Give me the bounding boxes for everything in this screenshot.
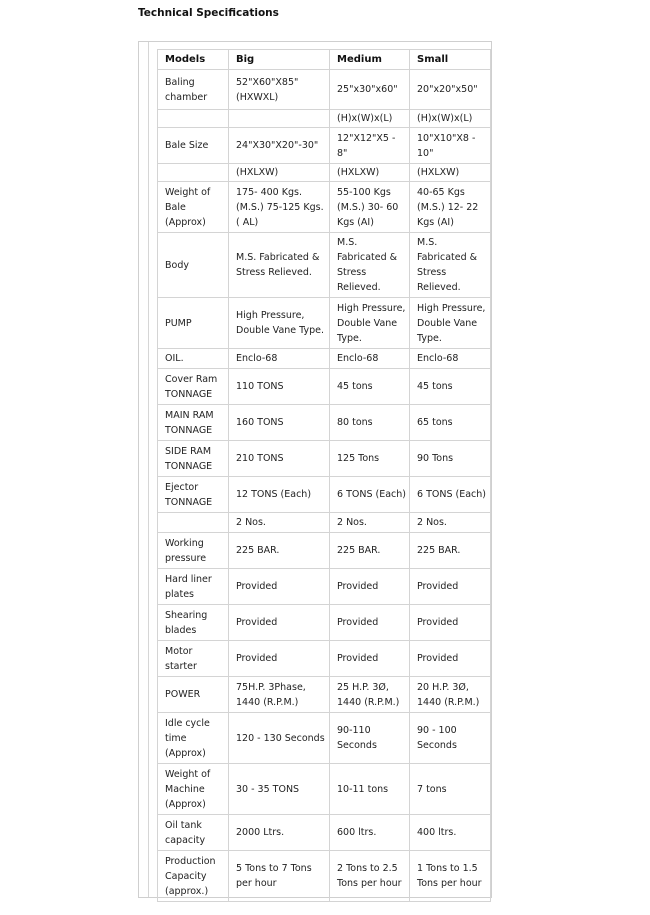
cell-label: Body xyxy=(158,233,229,298)
table-row xyxy=(158,477,491,513)
table-row xyxy=(158,641,491,677)
cell-label xyxy=(158,164,229,182)
cell-medium: 45 tons xyxy=(330,369,410,405)
cell-big: 175- 400 Kgs. (M.S.) 75-125 Kgs. ( AL) xyxy=(229,182,330,233)
cell-big: Enclo-68 xyxy=(229,349,330,369)
cell-small: High Pressure, Double Vane Type. xyxy=(410,298,491,349)
table-row xyxy=(158,713,491,764)
cell-big: 160 TONS xyxy=(229,405,330,441)
cell-small: 65 tons xyxy=(410,405,491,441)
cell-label xyxy=(158,110,229,128)
cell-small: (H)x(W)x(L) xyxy=(410,110,491,128)
table-row xyxy=(158,298,491,349)
cell-medium: (HXLXW) xyxy=(330,164,410,182)
cell-big xyxy=(229,110,330,128)
cell-label: Baling chamber xyxy=(158,70,229,110)
cell-medium: 25"x30"x60" xyxy=(330,70,410,110)
cell-small: 225 BAR. xyxy=(410,533,491,569)
cell-label: MAIN RAM TONNAGE xyxy=(158,405,229,441)
cell-big: Provided xyxy=(229,605,330,641)
cell-big: 2000 Ltrs. xyxy=(229,815,330,851)
cell-label: SIDE RAM TONNAGE xyxy=(158,441,229,477)
cell-big: 210 TONS xyxy=(229,441,330,477)
cell-medium: 6 TONS (Each) xyxy=(330,477,410,513)
cell-label: OIL. xyxy=(158,349,229,369)
cell-small: 6 TONS (Each) xyxy=(410,477,491,513)
table-row xyxy=(158,533,491,569)
cell-medium: Enclo-68 xyxy=(330,349,410,369)
cell-label xyxy=(158,513,229,533)
cell-small: 90 Tons xyxy=(410,441,491,477)
cell-label: Working pressure xyxy=(158,533,229,569)
cell-label: Shearing blades xyxy=(158,605,229,641)
cell-medium: Provided xyxy=(330,605,410,641)
cell-medium: Provided xyxy=(330,569,410,605)
cell-small: 1 Tons to 1.5 Tons per hour xyxy=(410,851,491,902)
table-header-row xyxy=(158,50,491,70)
cell-small: Provided xyxy=(410,641,491,677)
header-small: Small xyxy=(410,50,491,70)
table-row xyxy=(158,441,491,477)
table-row xyxy=(158,569,491,605)
cell-label: Production Capacity (approx.) xyxy=(158,851,229,902)
cell-medium: 10-11 tons xyxy=(330,764,410,815)
table-row xyxy=(158,851,491,902)
cell-label: POWER xyxy=(158,677,229,713)
cell-big: (HXLXW) xyxy=(229,164,330,182)
header-big: Big xyxy=(229,50,330,70)
cell-small: 40-65 Kgs (M.S.) 12- 22 Kgs (AI) xyxy=(410,182,491,233)
cell-medium: (H)x(W)x(L) xyxy=(330,110,410,128)
cell-label: Weight of Bale (Approx) xyxy=(158,182,229,233)
cell-small: Provided xyxy=(410,569,491,605)
cell-small: 7 tons xyxy=(410,764,491,815)
table-row xyxy=(158,128,491,164)
cell-big: Provided xyxy=(229,641,330,677)
cell-big: 2 Nos. xyxy=(229,513,330,533)
frame-divider xyxy=(148,42,149,897)
cell-big: 24"X30"X20"-30" xyxy=(229,128,330,164)
cell-big: 5 Tons to 7 Tons per hour xyxy=(229,851,330,902)
specifications-table xyxy=(157,49,491,902)
table-row xyxy=(158,182,491,233)
page-title: Technical Specifications xyxy=(138,7,279,19)
cell-big: 225 BAR. xyxy=(229,533,330,569)
cell-label: Idle cycle time (Approx) xyxy=(158,713,229,764)
cell-label: Hard liner plates xyxy=(158,569,229,605)
cell-label: PUMP xyxy=(158,298,229,349)
cell-medium: 80 tons xyxy=(330,405,410,441)
cell-label: Bale Size xyxy=(158,128,229,164)
table-row xyxy=(158,764,491,815)
table-row xyxy=(158,369,491,405)
cell-big: High Pressure, Double Vane Type. xyxy=(229,298,330,349)
cell-small: 10"X10"X8 - 10" xyxy=(410,128,491,164)
header-medium: Medium xyxy=(330,50,410,70)
table-row xyxy=(158,605,491,641)
cell-small: Provided xyxy=(410,605,491,641)
cell-small: 20"x20"x50" xyxy=(410,70,491,110)
cell-label: Oil tank capacity xyxy=(158,815,229,851)
table-row xyxy=(158,513,491,533)
table-body xyxy=(158,50,491,902)
header-models: Models xyxy=(158,50,229,70)
cell-small: 400 ltrs. xyxy=(410,815,491,851)
cell-label: Ejector TONNAGE xyxy=(158,477,229,513)
cell-small: 20 H.P. 3Ø, 1440 (R.P.M.) xyxy=(410,677,491,713)
cell-medium: 225 BAR. xyxy=(330,533,410,569)
cell-small: 2 Nos. xyxy=(410,513,491,533)
cell-small: 45 tons xyxy=(410,369,491,405)
table-row xyxy=(158,815,491,851)
cell-small: Enclo-68 xyxy=(410,349,491,369)
cell-medium: 2 Nos. xyxy=(330,513,410,533)
cell-medium: M.S. Fabricated & Stress Relieved. xyxy=(330,233,410,298)
cell-big: 52"X60"X85" (HXWXL) xyxy=(229,70,330,110)
cell-medium: 25 H.P. 3Ø, 1440 (R.P.M.) xyxy=(330,677,410,713)
table-row xyxy=(158,405,491,441)
cell-label: Weight of Machine (Approx) xyxy=(158,764,229,815)
cell-big: 12 TONS (Each) xyxy=(229,477,330,513)
cell-medium: High Pressure, Double Vane Type. xyxy=(330,298,410,349)
table-row xyxy=(158,110,491,128)
cell-big: 110 TONS xyxy=(229,369,330,405)
cell-label: Cover Ram TONNAGE xyxy=(158,369,229,405)
cell-small: M.S. Fabricated & Stress Relieved. xyxy=(410,233,491,298)
cell-big: 75H.P. 3Phase, 1440 (R.P.M.) xyxy=(229,677,330,713)
cell-medium: 55-100 Kgs (M.S.) 30- 60 Kgs (AI) xyxy=(330,182,410,233)
cell-small: (HXLXW) xyxy=(410,164,491,182)
cell-big: M.S. Fabricated & Stress Relieved. xyxy=(229,233,330,298)
table-row xyxy=(158,349,491,369)
cell-small: 90 - 100 Seconds xyxy=(410,713,491,764)
table-row xyxy=(158,164,491,182)
cell-big: Provided xyxy=(229,569,330,605)
table-row xyxy=(158,70,491,110)
cell-big: 30 - 35 TONS xyxy=(229,764,330,815)
cell-big: 120 - 130 Seconds xyxy=(229,713,330,764)
cell-medium: 90-110 Seconds xyxy=(330,713,410,764)
table-row xyxy=(158,677,491,713)
cell-medium: 12"X12"X5 - 8" xyxy=(330,128,410,164)
cell-medium: 600 ltrs. xyxy=(330,815,410,851)
cell-medium: Provided xyxy=(330,641,410,677)
table-row xyxy=(158,233,491,298)
cell-medium: 125 Tons xyxy=(330,441,410,477)
cell-label: Motor starter xyxy=(158,641,229,677)
cell-medium: 2 Tons to 2.5 Tons per hour xyxy=(330,851,410,902)
